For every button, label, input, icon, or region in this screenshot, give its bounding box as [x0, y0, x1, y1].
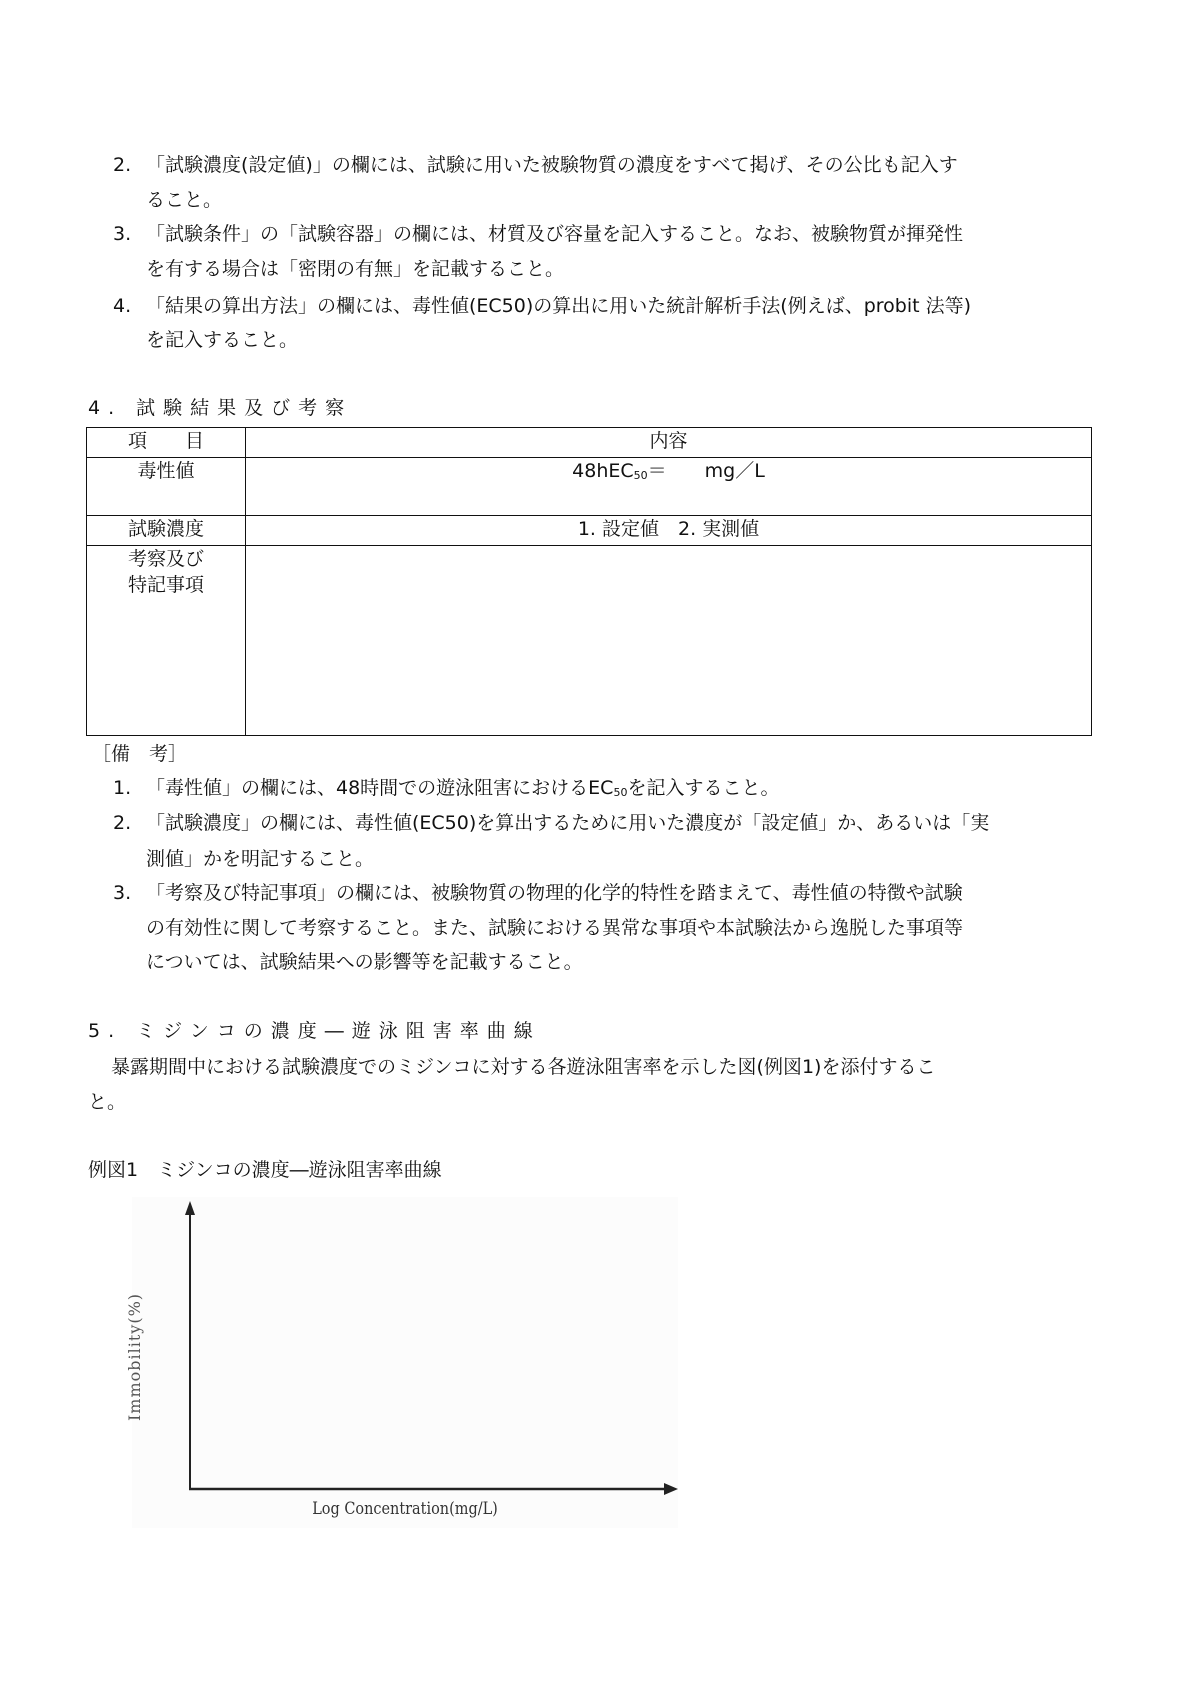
- remark-text: の有効性に関して考察すること。また、試験における異常な事項や本試験法から逸脱した事項等: [146, 917, 964, 939]
- note-number: 3.: [113, 223, 132, 245]
- label-line: 考察及び: [127, 548, 204, 570]
- x-axis-arrow-icon: [664, 1483, 678, 1495]
- row-label-test-conc: 試験濃度: [87, 516, 246, 546]
- axes: [132, 1197, 678, 1528]
- section-5-paragraph: 暴露期間中における試験濃度でのミジンコに対する各遊泳阻害率を示した図(例図1)を添付するこ: [92, 1056, 936, 1078]
- remark-text: 「試験濃度」の欄には、毒性値(EC50)を算出するために用いた濃度が「設定値」か、あるいは「実: [146, 812, 990, 834]
- x-axis-label: Log Concentration(mg/L): [312, 1499, 498, 1519]
- section-5-paragraph: と。: [88, 1091, 127, 1113]
- remark-text: 測値」かを明記すること。: [146, 848, 375, 870]
- row-value-discussion: [246, 546, 1092, 736]
- remark-number: 1.: [113, 777, 132, 799]
- header-content: 内容: [246, 428, 1092, 458]
- remark-text: 「考察及び特記事項」の欄には、被験物質の物理的化学的特性を踏まえて、毒性値の特徴や試験: [146, 882, 963, 904]
- note-number: 4.: [113, 295, 132, 317]
- figure-1: [125, 1197, 678, 1528]
- note-text: 「試験濃度(設定値)」の欄には、試験に用いた被験物質の濃度をすべて掲げ、その公比も記入す: [146, 154, 958, 176]
- row-label-toxicity: 毒性値: [87, 458, 246, 516]
- row-value-toxicity: 48hEC$_{50}$＝ mg／L: [246, 458, 1092, 516]
- results-table: [86, 427, 1092, 736]
- section-5-heading: 5. ミジンコの濃度―遊泳阻害率曲線: [88, 1020, 541, 1042]
- y-axis-arrow-icon: [185, 1201, 195, 1215]
- figure-caption: 例図1 ミジンコの濃度―遊泳阻害率曲線: [88, 1159, 442, 1181]
- note-text: 「試験条件」の「試験容器」の欄には、材質及び容量を記入すること。なお、被験物質が揮発性: [146, 223, 964, 245]
- y-axis-label: Immobility(%): [125, 1292, 144, 1422]
- remark-number: 3.: [113, 882, 132, 904]
- remarks-title: ［備 考］: [92, 743, 188, 765]
- label-line: 特記事項: [127, 574, 204, 596]
- note-text: を有する場合は「密閉の有無」を記載すること。: [146, 258, 565, 280]
- note-text: ること。: [146, 189, 223, 211]
- remark-text: については、試験結果への影響等を記載すること。: [146, 951, 583, 973]
- note-text: を記入すること。: [146, 329, 299, 351]
- remark-number: 2.: [113, 812, 132, 834]
- section-4-heading: 4. 試験結果及び考察: [88, 397, 353, 419]
- remark-text: 「毒性値」の欄には、48時間での遊泳阻害における$EC_{50}$を記入すること。: [146, 777, 780, 799]
- header-item: 項 目: [87, 428, 246, 458]
- row-label-discussion: [87, 546, 246, 736]
- note-text: 「結果の算出方法」の欄には、毒性値(EC50)の算出に用いた統計解析手法(例えば、probit 法等): [146, 295, 972, 317]
- row-value-test-conc: 1. 設定値 2. 実測値: [246, 516, 1092, 546]
- note-number: 2.: [113, 154, 132, 176]
